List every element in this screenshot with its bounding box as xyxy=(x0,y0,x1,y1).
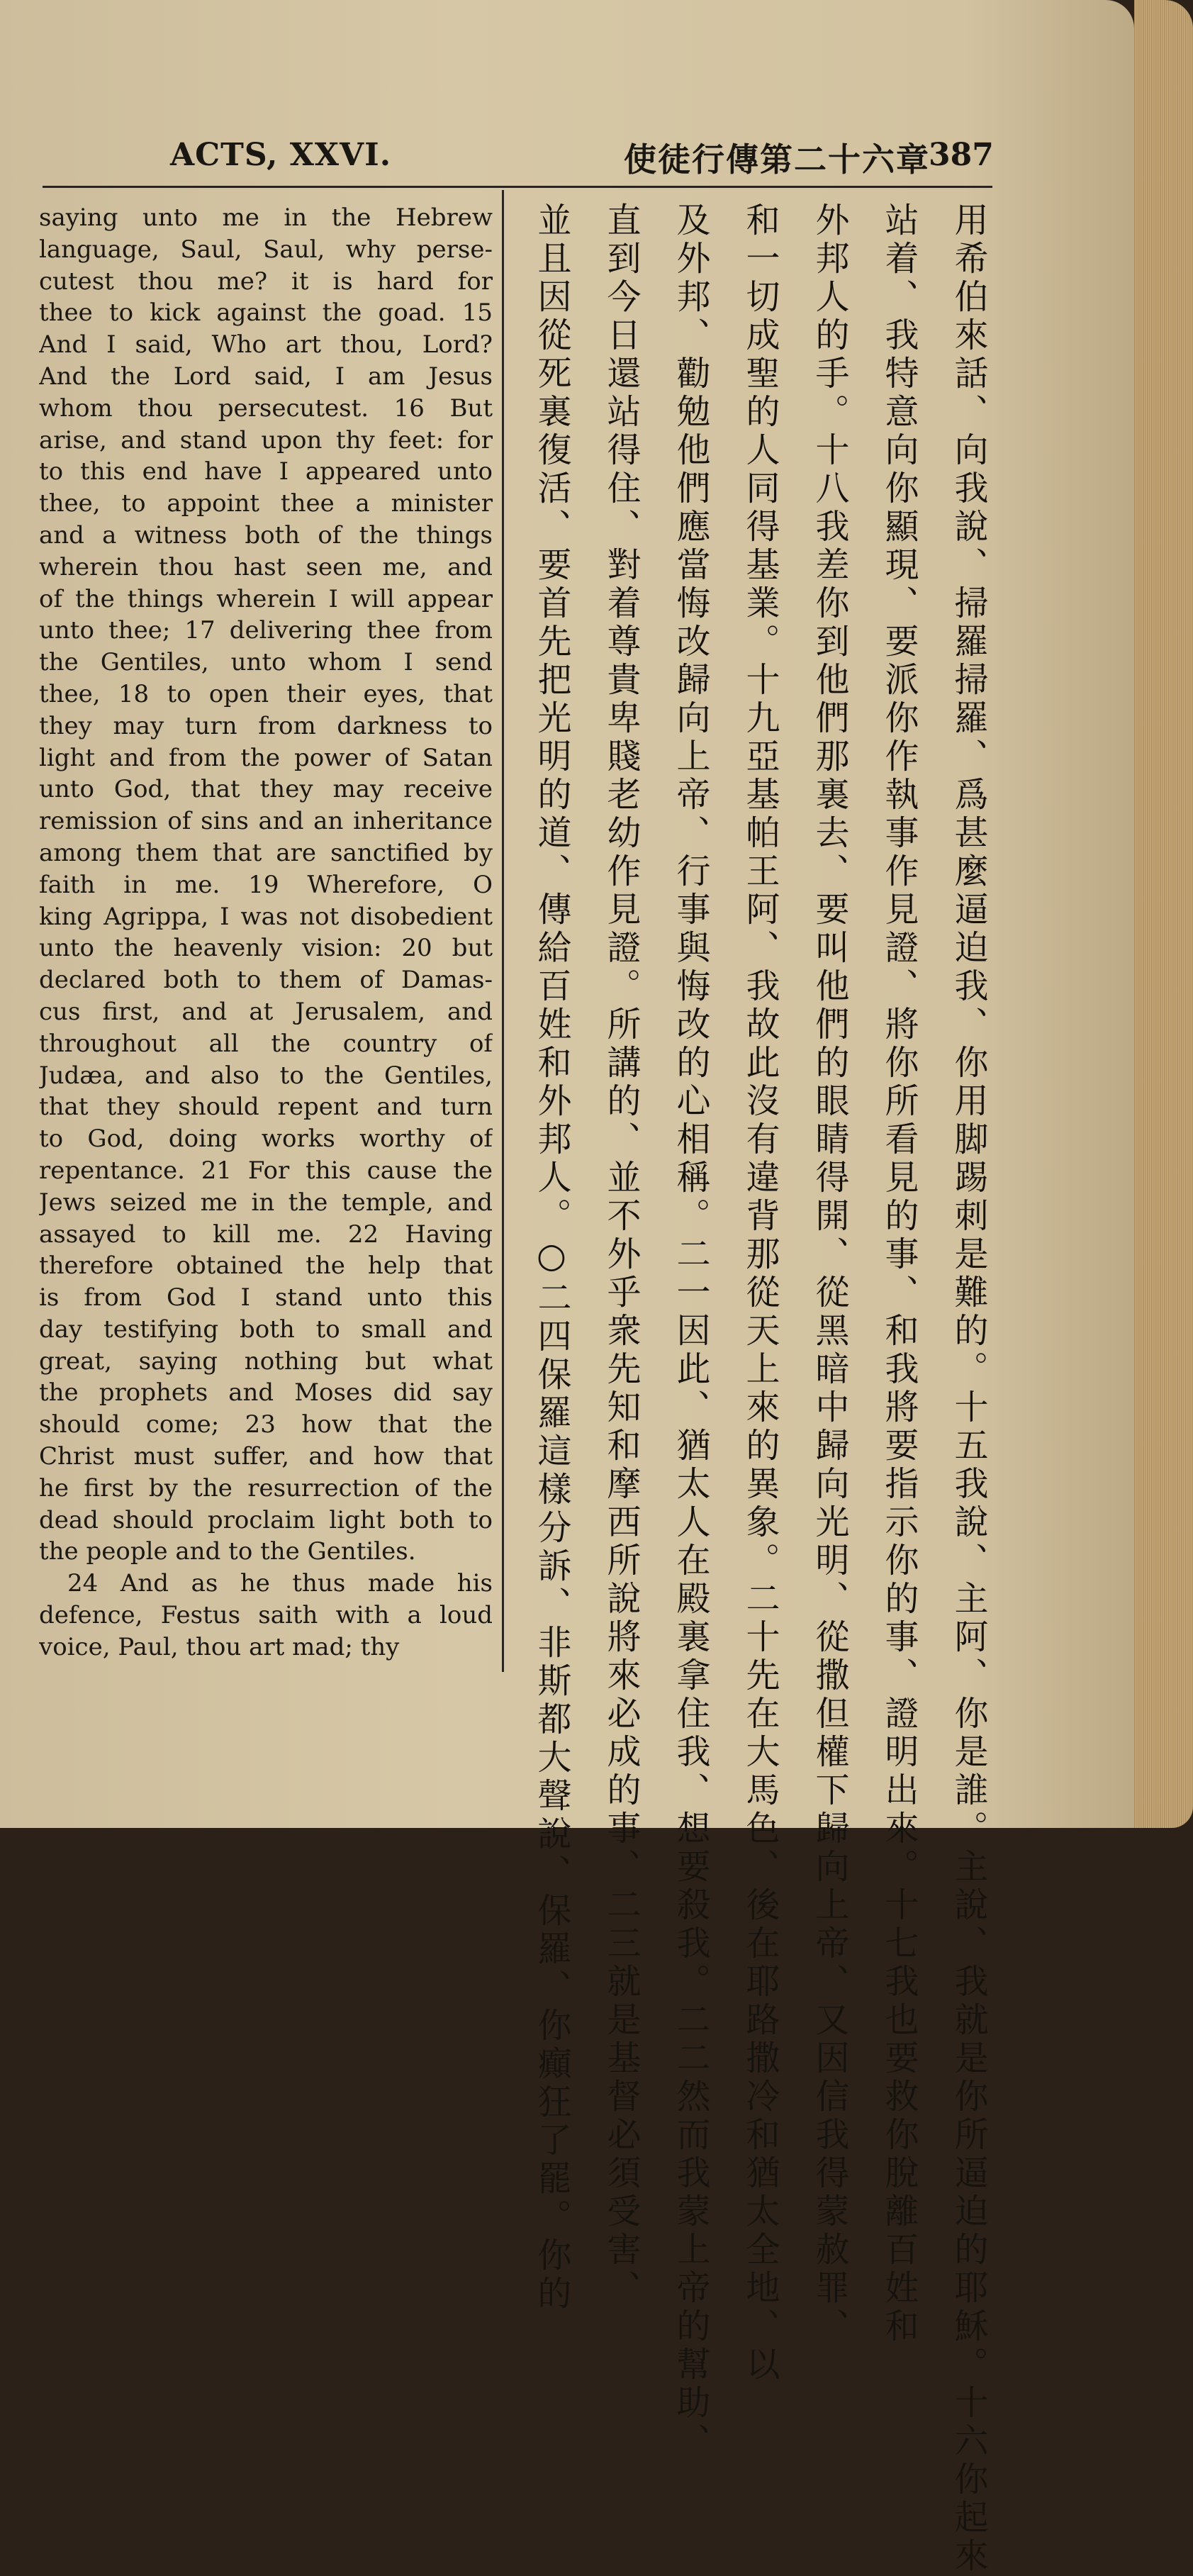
english-line: day testifying both to small and xyxy=(39,1315,493,1344)
english-line: saying unto me in the Hebrew xyxy=(39,203,493,232)
chinese-column: 和一切成聖的人同得基業。十九亞基帕王阿、我故此沒有違背那從天上來的異象。二十先在大馬色、後在耶路撒冷和猶太全地、以 xyxy=(740,202,780,2385)
english-line: of the things wherein I will appear xyxy=(39,584,493,613)
english-line: throughout all the country of xyxy=(39,1029,493,1058)
chinese-column: 及外邦、勸勉他們應當悔改歸向上帝、行事與悔改的心相稱。二一因此、猶太人在殿裏拿住我、想要殺我。二二然而我蒙上帝的幫助、 xyxy=(671,202,710,2461)
english-line: great, saying nothing but what xyxy=(39,1346,493,1376)
english-line: to God, doing works worthy of xyxy=(39,1125,493,1154)
chinese-column: 並且因從死裏復活、要首先把光明的道、傳給百姓和外邦人。○二四保羅這樣分訴、非斯都大聲說、保羅、你癲狂了罷。你的 xyxy=(532,202,571,2314)
english-line: faith in me. 19 Wherefore, O xyxy=(39,870,493,899)
english-line: wherein thou hast seen me, and xyxy=(39,552,493,581)
header-rule xyxy=(43,186,992,188)
english-line: repentance. 21 For this cause the xyxy=(39,1156,493,1185)
english-line: Christ must suffer, and how that xyxy=(39,1442,493,1471)
english-line: voice, Paul, thou art mad; thy xyxy=(39,1632,400,1661)
page-number: 387 xyxy=(929,137,994,173)
english-line: 24 And as he thus made his xyxy=(67,1569,493,1598)
english-line: should come; 23 how that the xyxy=(39,1410,493,1439)
english-line: Jews seized me in the temple, and xyxy=(39,1188,493,1217)
english-line: to this end have I appeared unto xyxy=(39,457,493,486)
english-line: thee, 18 to open their eyes, that xyxy=(39,679,493,708)
english-line: cus first, and at Jerusalem, and xyxy=(39,997,493,1026)
english-line: king Agrippa, I was not disobedient xyxy=(39,902,493,931)
english-line: dead should proclaim light both to xyxy=(39,1505,493,1534)
chinese-column: 用希伯來話、向我說、掃羅掃羅、爲甚麼逼迫我、你用脚踢刺是難的。十五我說、主阿、你是誰。主說、我就是你所逼迫的耶穌。十六你起來 xyxy=(948,202,988,2576)
page-edge xyxy=(1134,0,1193,1828)
english-line: unto the heavenly vision: 20 but xyxy=(39,934,493,963)
english-line: unto God, that they may receive xyxy=(39,775,493,804)
english-line: whom thou persecutest. 16 But xyxy=(39,394,493,423)
english-line: he first by the resurrection of the xyxy=(39,1473,493,1502)
chinese-running-title: 使徒行傳第二十六章 xyxy=(624,140,930,179)
english-line: assayed to kill me. 22 Having xyxy=(39,1220,493,1249)
english-line: among them that are sanctified by xyxy=(39,838,493,867)
chinese-text-column xyxy=(514,202,1003,2576)
english-line: they may turn from darkness to xyxy=(39,711,493,740)
english-line: the people and to the Gentiles. xyxy=(39,1537,416,1566)
english-line: arise, and stand upon thy feet: for xyxy=(39,425,493,455)
english-line: defence, Festus saith with a loud xyxy=(39,1601,493,1630)
english-line: that they should repent and turn xyxy=(39,1093,493,1122)
english-line: declared both to them of Damas- xyxy=(39,966,493,995)
english-line: therefore obtained the help that xyxy=(39,1251,493,1281)
english-line: thee, to appoint thee a minister xyxy=(39,489,493,518)
chinese-column: 外邦人的手。十八我差你到他們那裏去、要叫他們的眼睛得開、從黑暗中歸向光明、從撒但權下歸向上帝、又因信我得蒙赦罪、 xyxy=(810,202,849,2346)
column-divider xyxy=(502,190,504,1672)
english-line: language, Saul, Saul, why perse- xyxy=(39,235,493,264)
english-line: And the Lord said, I am Jesus xyxy=(39,362,493,391)
english-line: the prophets and Moses did say xyxy=(39,1378,493,1407)
chinese-column: 直到今日還站得住、對着尊貴卑賤老幼作見證。所講的、並不外乎衆先知和摩西所說將來必成的事、二三就是基督必須受害、 xyxy=(601,202,641,2308)
running-header xyxy=(0,131,1134,181)
english-running-title: ACTS, XXVI. xyxy=(170,137,392,173)
chinese-column: 站着、我特意向你顯現、要派你作執事作見證、將你所看見的事、和我將要指示你的事、證明出來。十七我也要救你脫離百姓和 xyxy=(879,202,919,2346)
english-line: remission of sins and an inheritance xyxy=(39,807,493,836)
english-line: Judæa, and also to the Gentiles, xyxy=(39,1061,493,1090)
english-line: unto thee; 17 delivering thee from xyxy=(39,616,493,645)
english-line: light and from the power of Satan xyxy=(39,743,493,772)
english-line: is from God I stand unto this xyxy=(39,1283,493,1312)
english-text-column xyxy=(39,202,493,1663)
english-line: the Gentiles, unto whom I send xyxy=(39,648,493,677)
english-line: cutest thou me? it is hard for xyxy=(39,267,493,296)
english-line: And I said, Who art thou, Lord? xyxy=(39,330,493,359)
english-line: and a witness both of the things xyxy=(39,520,493,550)
english-line: thee to kick against the goad. 15 xyxy=(39,299,493,328)
